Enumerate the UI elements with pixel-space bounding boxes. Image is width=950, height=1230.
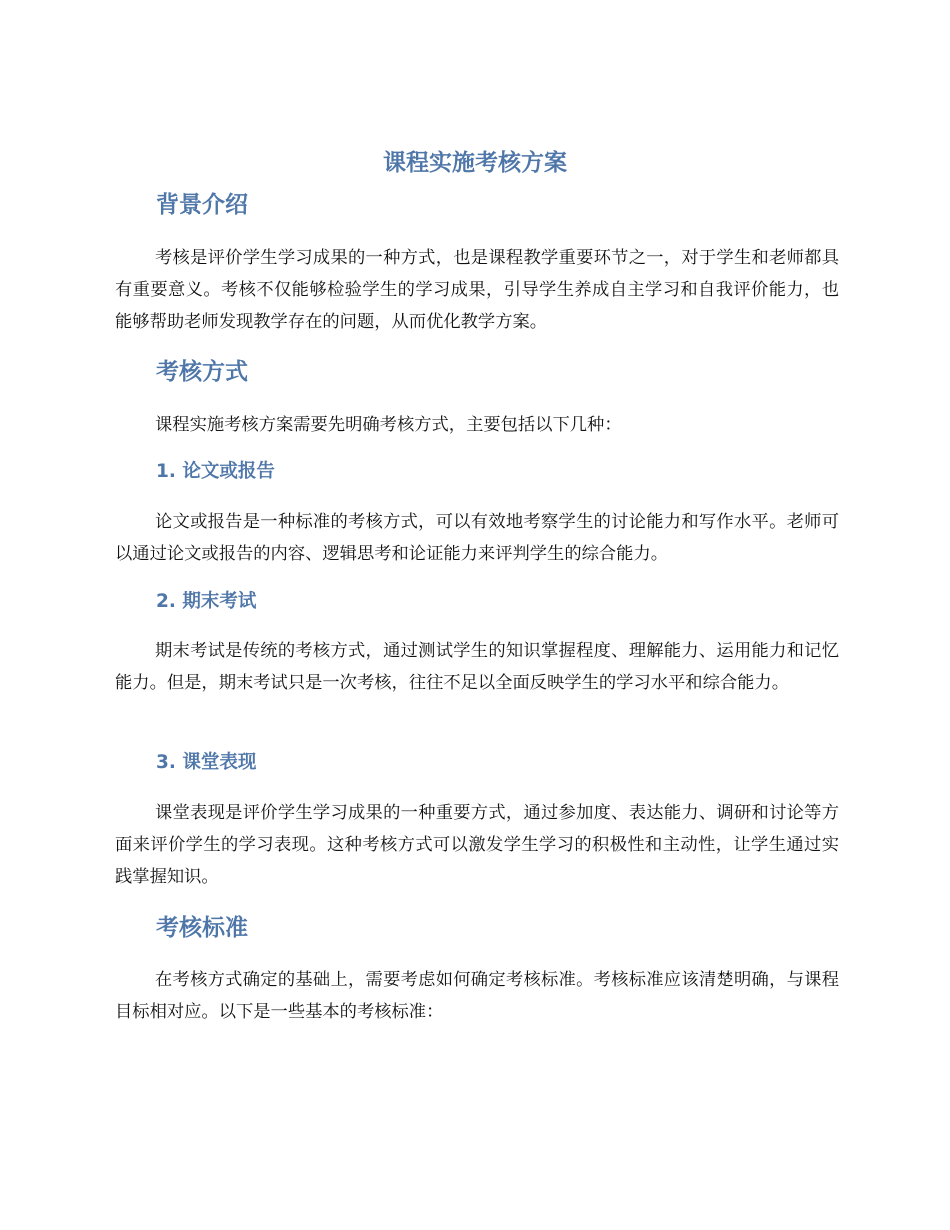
subsection-heading-class-performance: 3. 课堂表现 <box>156 752 257 773</box>
subsection-heading-final-exam: 2. 期末考试 <box>156 591 257 612</box>
section-heading-methods: 考核方式 <box>156 359 248 385</box>
subsection-paragraph-final-exam: 期末考试是传统的考核方式，通过测试学生的知识掌握程度、理解能力、运用能力和记忆能力。但是，期末考试只是一次考核，往往不足以全面反映学生的学习水平和综合能力。 <box>115 641 839 693</box>
subsection-paragraph-class-performance: 课堂表现是评价学生学习成果的一种重要方式，通过参加度、表达能力、调研和讨论等方面来评价学生的学习表现。这种考核方式可以激发学生学习的积极性和主动性，让学生通过实践掌握知识。 <box>115 803 839 887</box>
section-paragraph-background: 考核是评价学生学习成果的一种方式，也是课程教学重要环节之一，对于学生和老师都具有重要意义。考核不仅能够检验学生的学习成果，引导学生养成自主学习和自我评价能力，也能够帮助老师发现教学存在的问题，从而优化教学方案。 <box>115 248 839 332</box>
subsection-paragraph-paper: 论文或报告是一种标准的考核方式，可以有效地考察学生的讨论能力和写作水平。老师可以通过论文或报告的内容、逻辑思考和论证能力来评判学生的综合能力。 <box>115 512 839 564</box>
section-paragraph-methods: 课程实施考核方案需要先明确考核方式，主要包括以下几种： <box>155 415 622 435</box>
subsection-heading-paper: 1. 论文或报告 <box>156 461 275 482</box>
section-heading-background: 背景介绍 <box>156 192 248 218</box>
document-title: 课程实施考核方案 <box>383 150 567 176</box>
section-heading-standards: 考核标准 <box>156 915 248 941</box>
section-paragraph-standards: 在考核方式确定的基础上，需要考虑如何确定考核标准。考核标准应该清楚明确，与课程目标相对应。以下是一些基本的考核标准： <box>115 970 839 1022</box>
